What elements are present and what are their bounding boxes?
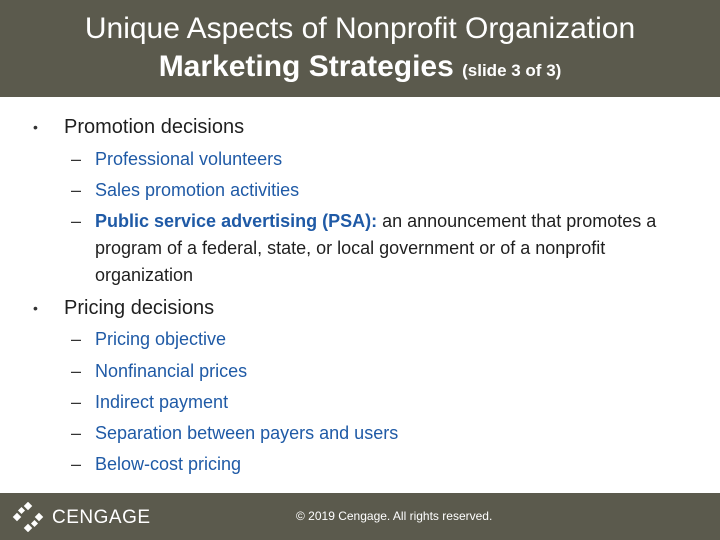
bullet-dot-icon: •: [33, 300, 38, 316]
bullet-label: Promotion decisions: [64, 116, 245, 138]
sub-item-psa: [71, 208, 695, 289]
sub-item-text: Nonfinancial prices: [95, 361, 248, 381]
copyright-text: © 2019 Cengage. All rights reserved.: [296, 509, 493, 523]
sub-item-text: Indirect payment: [95, 392, 229, 412]
bullet-label: Pricing decisions: [64, 297, 215, 319]
sub-item: [71, 420, 695, 447]
sub-item-text: Below-cost pricing: [95, 454, 242, 474]
slide-title-main: Marketing Strategies: [158, 50, 454, 83]
cengage-logo-text: CENGAGE: [52, 507, 151, 528]
dash-icon: –: [71, 454, 82, 474]
dash-icon: –: [71, 149, 82, 169]
psa-term: Public service advertising (PSA):: [95, 211, 378, 231]
psa-definition: an announcement that promotes a program of a federal, state, or local government or of a nonprofit organization: [95, 211, 657, 285]
bullet-promotion-decisions: [33, 115, 245, 139]
slide-footer: [0, 493, 720, 540]
sub-item: [71, 326, 695, 353]
sub-item: [71, 358, 695, 385]
slide-title-line-1: Unique Aspects of Nonprofit Organization: [84, 12, 636, 45]
dash-icon: –: [71, 180, 82, 200]
sub-item-text: Pricing objective: [95, 329, 227, 349]
sub-item-text: Separation between payers and users: [95, 423, 399, 443]
dash-icon: –: [71, 211, 82, 231]
sub-item: [71, 451, 695, 478]
cengage-logo-icon: [12, 502, 44, 532]
slide-counter: (slide 3 of 3): [462, 61, 562, 80]
dash-icon: –: [71, 329, 82, 349]
sub-item: [71, 389, 695, 416]
sub-item: [71, 177, 695, 204]
dash-icon: –: [71, 392, 82, 412]
dash-icon: –: [71, 361, 82, 381]
sub-item: [71, 146, 695, 173]
sub-item-text: Professional volunteers: [95, 149, 283, 169]
bullet-dot-icon: •: [33, 119, 38, 135]
sub-item-text: Sales promotion activities: [95, 180, 300, 200]
bullet-pricing-decisions: [33, 296, 215, 320]
dash-icon: –: [71, 423, 82, 443]
